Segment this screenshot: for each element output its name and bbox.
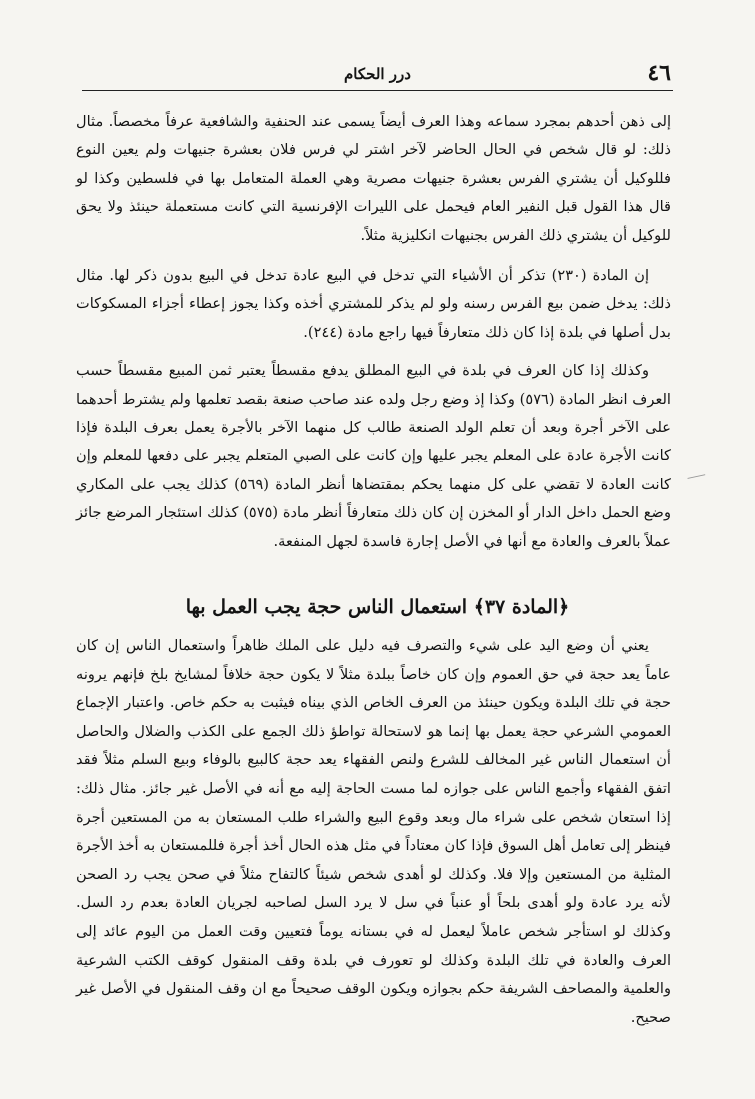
paragraph-2: إن المادة (٢٣٠) تذكر أن الأشياء التي تدخل في البيع عادة تدخل في البيع بدون ذكر لها. مثال ذلك: يدخل ضمن بيع الفرس رسنه ولو لم يذكر للمشتري أخذه وكذا يجوز إعطاء أجزاء المسكوكات بدل أصلها في بلدة إذا كان ذلك متعارفاً فيها راجع مادة (٢٤٤). xyxy=(76,267,671,341)
page-number: ٤٦ xyxy=(647,60,671,86)
article-heading: ﴿المادة ٣٧﴾ استعمال الناس حجة يجب العمل بها xyxy=(185,596,570,618)
article-commentary xyxy=(76,632,671,1032)
paragraph-1: إلى ذهن أحدهم بمجرد سماعه وهذا العرف أيضاً يسمى عند الحنفية والشافعية عرفاً مخصصاً. مثال ذلك: لو قال شخص في الحال الحاضر لآخر اشتر لي فرس فلان بعشرة جنيهات ولم يعين النوع فللوكيل أن يشتري الفرس بعشرة جنيهات مصرية وهي العملة المتعامل بها في فلسطين وكذا لو قال هذا القول قبل النفير العام فيحمل على الليرات الإفرنسية التي كانت مستعملة حينئذ ولا يحق للوكيل أن يشتري ذلك الفرس بجنيهات انكليزية مثلاً. xyxy=(76,113,671,244)
main-text xyxy=(76,108,671,556)
running-title: درر الحكام xyxy=(344,65,411,83)
commentary-paragraph: يعني أن وضع اليد على شيء والتصرف فيه دليل على الملك ظاهراً واستعمال الناس إن كان عاماً يعد حجة في حق العموم وإن كان خاصاً ببلدة مثلاً لا يكون حجة خلافاً لمشايخ بلخ فإنهم يرونه حجة في تلك البلدة ويكون حينئذ من العرف الخاص الذي بيناه فيثبت به حكم خاص. واعتبار الإجماع العمومي الشرعي حجة يعمل بها إنما هو لاستحالة تواطؤ ذلك الجمع على الكذب والضلال والحاصل أن استعمال الناس غير المخالف للشرع ولنص الفقهاء يعد حجة كالبيع بالوفاء وبيع السلم مثلاً فقد اتفق الفقهاء وأجمع الناس على جوازه لما مست الحاجة إليه مع أنه في الأصل غير جائز. مثال ذلك: إذا استعان شخص على شراء مال وبعد وقوع البيع والشراء طلب المستعان به من المستعين أجرة فينظر إلى تعامل أهل السوق فإذا كان معتاداً في مثل هذه الحال أخذ أجرة فللمستعان به أخذ الأجرة المثلية من المستعين وإلا فلا. وكذلك لو أهدى شخص شيئاً كالتفاح مثلاً في صحن يجب رد الصحن لأنه يرد عادة ولو أهدى بلحاً أو عنباً في سل لا يرد السل لصاحبه لجريان العادة بعدم رد السل. وكذلك لو استأجر شخص عاملاً ليعمل له في بستانه يوماً فتعيين وقت العمل من اليوم عائد إلى العرف والعادة في تلك البلدة وكذلك لو تعورف في بلدة وقف المنقول كوقف الكتب الشرعية والعلمية والمصاحف الشريفة حكم بجوازه ويكون الوقف صحيحاً مع ان وقف المنقول في الأصل غير صحيح. xyxy=(76,637,671,1026)
page-header xyxy=(82,58,673,91)
margin-mark xyxy=(687,474,706,485)
paragraph-3: وكذلك إذا كان العرف في بلدة في البيع المطلق يدفع مقسطاً يعتبر ثمن المبيع مقسطاً حسب العرف انظر المادة (٥٧٦) وكذا إذ وضع رجل ولده عند صاحب صنعة بقصد تعلمها ولم يشترط أحدهما على الآخر أجرة وبعد أن تعلم الولد الصنعة طالب كل منهما الآخر بالأجرة يعمل بعرف البلدة فإذا كانت الأجرة عادة على المعلم يجبر عليها وإن كانت على الصبي المتعلم يجبر على دفعها للمعلم وإن كانت العادة لا تقضي على كل منهما يحكم بمقتضاها أنظر المادة (٥٦٩) كذلك يجب على المكاري وضع الحمل داخل الدار أو المخزن إن كان ذلك متعارفاً أنظر مادة (٥٧٥) كذلك استئجار المرضع جائز عملاً بالعرف والعادة مع أنها في الأصل إجارة فاسدة لجهل المنفعة. xyxy=(76,362,671,550)
